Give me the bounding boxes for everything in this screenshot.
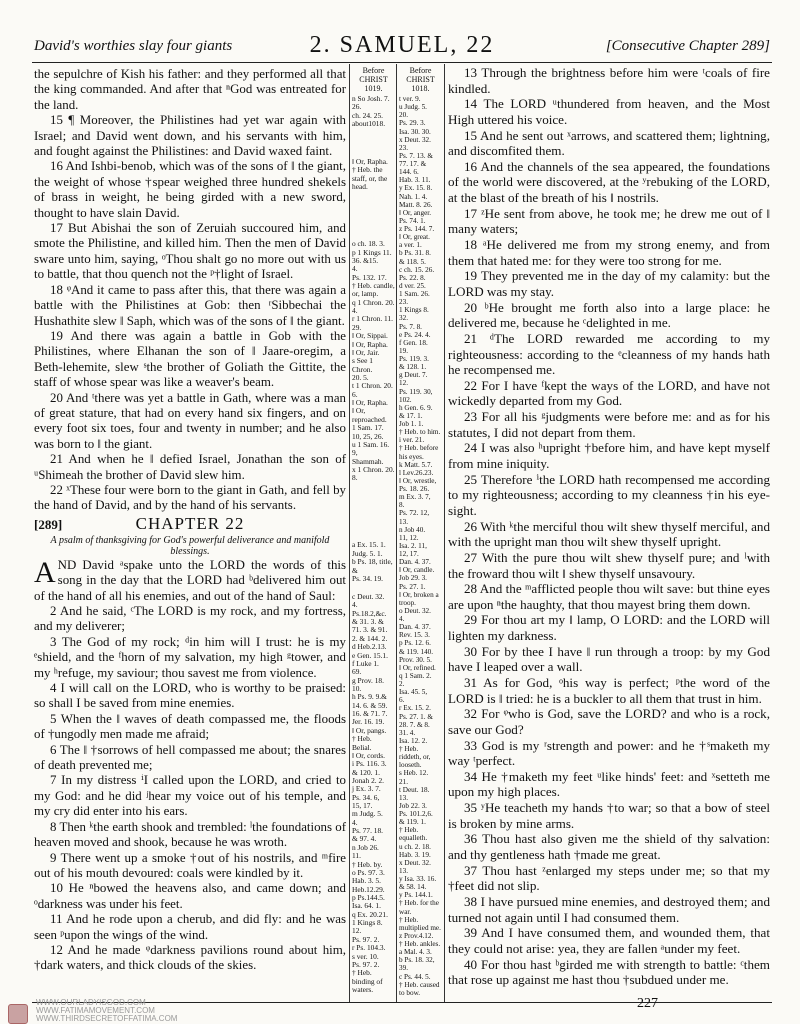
cross-reference: 23. [399, 298, 408, 307]
cross-reference: z Prov.4.12. [399, 931, 434, 940]
verse-paragraph: 20 And ᵗthere was yet a battle in Gath, where was a man of great stature, that had on every hand six fingers, and on every foot six toes, four and twenty in number; and he also was born to ‖ the giant. [34, 390, 346, 451]
verse-paragraph: 15 ¶ Moreover, the Philistines had yet war again with Israel; and David went down, and his servants with him, and fought against the Philistines: and David waxed faint. [34, 113, 346, 159]
cross-reference: Shammah. [352, 456, 384, 466]
cross-reference [352, 191, 395, 201]
cross-reference: 13. [399, 793, 408, 802]
verse-paragraph: 16 And Ishbi-benob, which was of the sons of ‖ the giant, the weight of whose †spear weighed three hundred shekels of brass in weight, he being girded with a new sword, thought to have slain David. [34, 159, 346, 220]
verse-paragraph: 32 For ᵠwho is God, save the LORD? and who is a rock, save our God? [448, 706, 770, 737]
chapter-title: CHAPTER 22 [135, 513, 245, 533]
site-logo-icon [8, 1004, 28, 1024]
cross-reference: t Deut. 18. [399, 785, 430, 794]
cross-reference: † Heb. for the war. [399, 899, 439, 916]
cross-reference: † Heb. the staff, or, the head. [352, 165, 388, 191]
cross-reference: & 118. 5. [399, 257, 426, 266]
cross-reference: 10. [352, 684, 362, 693]
verse-paragraph: 13 Through the brightness before him were ᵗcoals of fire kindled. [448, 65, 770, 96]
cross-reference: Job 1. 1. [399, 420, 424, 428]
cross-reference [352, 221, 395, 231]
header-right: [Consecutive Chapter 289] [605, 38, 770, 54]
cross-reference: 4. [352, 600, 358, 610]
cross-reference: ‖ Or, wrestle, [399, 476, 437, 485]
cross-reference: Judg. 5. 1. [352, 548, 383, 558]
cross-reference: Isa. 45. 5, [399, 688, 428, 697]
verse-1 [34, 555, 346, 604]
cross-reference: 102. [399, 395, 412, 404]
cross-reference: ‖ Or, Rapha. [352, 156, 388, 166]
cross-reference: i ver. 21. [399, 436, 425, 445]
cross-reference: Ps. 97. 2. [352, 934, 380, 944]
cross-reference: c Deut. 32. [352, 592, 385, 602]
cross-reference: ‖ Or, Rapha. [352, 339, 388, 349]
cross-reference: 19. [399, 346, 408, 355]
cross-reference: u ch. 2. 18. [399, 842, 431, 851]
cross-reference: 1 Kings 8. [399, 306, 429, 315]
cross-reference: s See 1 Chron. [352, 356, 373, 374]
cross-reference: b Ps. 31. 8. [399, 249, 431, 258]
cross-reference: r Ps. 104.3. [352, 943, 386, 953]
cross-reference: Ps. 97. 2. [352, 959, 380, 969]
cross-reference: d Heb.2.13. [352, 642, 387, 652]
cross-reference: 23. [399, 143, 408, 152]
cross-reference: Ps. 18. 26. [399, 485, 430, 493]
cross-reference: 20. 5. [352, 373, 369, 382]
verse-paragraph: 27 With the pure thou wilt shew thyself pure; and ˡwith the froward thou wilt ‖ shew thyself unsavoury. [448, 549, 770, 581]
cross-reference: q Ex. 20.21. [352, 909, 388, 919]
cross-reference: 20. [399, 111, 408, 120]
cross-reference: Rev. 15. 3. [399, 631, 430, 640]
verse-paragraph: 8 Then ᵏthe earth shook and trembled: ˡthe foundations of heaven moved and shook, because he was wroth. [34, 819, 346, 850]
verse-paragraph: 5 When the ‖ waves of death compassed me, the floods of †ungodly men made me afraid; [34, 711, 346, 742]
cross-reference: q 1 Sam. 2. [399, 671, 432, 680]
cross-reference: Dan. 4. 37. [399, 623, 431, 632]
cross-reference: Belial. [352, 742, 372, 752]
cross-reference: t 1 Chron. 20. 6. [352, 381, 393, 399]
cross-reference: & 119. 140. [399, 647, 434, 656]
cross-reference: 2. [399, 680, 405, 688]
cross-reference: p Ps. 12. 6. [399, 639, 431, 648]
cross-reference: 1 Kings 8. [352, 918, 383, 928]
verse-paragraph: 2 And he said, ᶜThe LORD is my rock, and my fortress, and my deliverer; [34, 604, 346, 634]
cross-reference: u 1 Sam. 16. 9, [352, 439, 390, 458]
cross-reference: m Judg. 5. [352, 809, 383, 819]
cross-reference: † Heb. candle, or, lamp. [352, 281, 395, 299]
verse-paragraph: 37 Thou hast ᶻenlarged my steps under me; so that my †feet did not slip. [448, 862, 770, 894]
verse-paragraph: the sepulchre of Kish his father: and they performed all that the king commanded. And after that ⁿGod was entreated for the land. [34, 67, 346, 112]
cross-reference: Ps. 34. 19. [352, 573, 384, 583]
cross-reference: 21. [399, 777, 408, 786]
cross-reference: a Ex. 15. 1. [352, 540, 386, 550]
cross-reference: n Job 26. [352, 842, 379, 852]
cross-reference [352, 492, 395, 502]
verse-text: ND David ᵃspake unto the LORD the words of this song in the day that the LORD had ᵇdelivered him out of the hand of all his enemies, and out of the hand of Saul: [34, 557, 346, 603]
verse-paragraph: 7 In my distress ⁱI called upon the LORD, and cried to my God: and he did ʲhear my voice out of his temple, and my cry did enter into his ears. [34, 773, 346, 819]
cross-reference: Isa. 2. 11, [399, 541, 427, 550]
cross-reference: † Heb. riddeth, or, looseth. [399, 745, 431, 770]
verse-paragraph: 22 ˣThese four were born to the giant in Gath, and fell by the hand of David, and by the hand of his servants. [34, 482, 346, 513]
cross-reference: Ps. 27. 1. [399, 582, 426, 591]
verse-paragraph: 30 For by thee I have ‖ run through a troop: by my God have I leaped over a wall. [448, 643, 770, 675]
cross-reference: † Heb. to him. [399, 428, 441, 437]
cross-reference: c Ps. 44. 5. [399, 972, 431, 981]
verse-paragraph: 39 And I have consumed them, and wounded them, that they could not arise: yea, they are fallen ᵃunder my feet. [448, 925, 770, 956]
cross-reference: ‖ Or, candle. [399, 566, 435, 575]
cross-reference: & 97. 4. [352, 834, 377, 844]
verse-paragraph: 40 For thou hast ᵇgirded me with strength to battle: ᶜthem that rose up against me hast thou †subdued under me. [448, 956, 770, 988]
verse-paragraph: 19 And there was again a battle in Gob with the Philistines, where Elhanan the son of ‖ Jaare-oregim, a Beth-lehemite, slew ˢthe brother of Goliath the Gittite, the staff of whose spear was like a weaver's beam. [34, 328, 346, 390]
cross-reference: a ver. 1. [399, 241, 422, 250]
cross-reference: † Heb. multiplied me. [399, 915, 441, 932]
verse-paragraph: 20 ᵇHe brought me forth also into a large place: he delivered me, because he ᶜdelighted in me. [448, 299, 770, 331]
cross-reference: 71. 3. & 91. [352, 625, 388, 635]
cross-reference: o Deut. 32. [399, 606, 431, 615]
verse-paragraph: 33 God is my ʳstrength and power: and he †ˢmaketh my way ᵗperfect. [448, 737, 770, 769]
cross-reference: ‖ Or, great. [399, 233, 430, 242]
cross-reference: Ps. 77. 18. [352, 826, 384, 836]
verse-paragraph: 18 ᵃHe delivered me from my strong enemy, and from them that hated me: for they were too strong for me. [448, 237, 770, 268]
margin-date-right: Before CHRIST 1018. [406, 66, 435, 93]
cross-reference: 4. [399, 615, 405, 623]
verse-paragraph: 21 And when he ‖ defied Israel, Jonathan the son of ᵘShimeah the brother of David slew him. [34, 452, 346, 482]
cross-reference: ‖ Or, refined. [399, 663, 436, 672]
drop-cap: A [34, 555, 56, 589]
watermark-line: WWW.OURLADYISGOD.COM [36, 998, 146, 1007]
cross-reference: ‖ Or, cords. [352, 750, 385, 760]
verse-paragraph: 28 And the ᵐafflicted people thou wilt save: but thine eyes are upon ⁿthe haughty, that thou mayest bring them down. [448, 581, 770, 612]
chapter-summary: A psalm of thanksgiving for God's powerful deliverance and manifold blessings. [50, 534, 330, 557]
verse-paragraph: 4 I will call on the LORD, who is worthy to be praised: so shall I be saved from mine enemies. [34, 681, 346, 711]
cross-reference: 11, 12. [399, 533, 419, 542]
cross-reference: Nah. 1. 4. [399, 192, 428, 201]
cross-reference: ch. 24. 25. [352, 110, 383, 120]
cross-reference: Hab. 3. 11. [399, 176, 431, 185]
cross-reference [352, 522, 395, 532]
cross-reference: 13. [399, 866, 408, 875]
chapter-number: [289] [34, 516, 63, 532]
verse-paragraph: 14 The LORD ᵘthundered from heaven, and the Most High uttered his voice. [448, 96, 770, 127]
cross-reference: 6. [399, 696, 405, 705]
cross-reference: b Ps. 18, title, & [352, 557, 393, 575]
cross-reference: c ch. 15. 26. [399, 265, 435, 274]
cross-reference: 12, 17. [399, 550, 419, 558]
cross-reference: a Mal. 4. 3. [399, 948, 432, 957]
cross-reference: 13. [399, 517, 408, 526]
cross-reference: Isa. 64. 1. [352, 901, 381, 911]
cross-reference: 2. & 144. 2. [352, 633, 388, 643]
cross-reference: Heb.12.29. [352, 884, 385, 894]
cross-reference: Isa. 12. 2. [399, 736, 428, 745]
cross-reference: f Gen. 18. [399, 338, 428, 347]
cross-reference [352, 502, 395, 512]
margin-date-left: Before CHRIST 1019. [359, 66, 388, 93]
header-title: 2. SAMUEL, 22 [309, 32, 495, 58]
cross-reference: ‖ Or, pangs. [352, 725, 387, 735]
cross-reference: n So Josh. 7. 26. [352, 94, 390, 112]
cross-reference: i Ps. 116. 3. [352, 759, 387, 769]
cross-reference: Hab. 3. 19. [399, 850, 431, 859]
page-header [34, 32, 770, 58]
cross-reference: Ps. 7. 8. [399, 322, 422, 331]
column-divider [349, 64, 350, 1002]
cross-reference: s Heb. 12. [399, 769, 429, 778]
cross-reference: b Ps. 18. 32, [399, 956, 435, 965]
verse-paragraph: 17 ᶻHe sent from above, he took me; he drew me out of ‖ many waters; [448, 205, 770, 237]
cross-reference: n Job 40. [399, 525, 426, 534]
cross-reference: Ps. 34. 6, [352, 792, 380, 802]
verse-paragraph: 16 And the channels of the sea appeared, the foundations of the world were discovered, at the ʸrebuking of the LORD, at the blast of the breath of his ‖ nostrils. [448, 158, 770, 206]
cross-reference: Job 22. 3. [399, 801, 427, 810]
cross-reference: † Heb. ankles. [399, 940, 441, 948]
chapter-paragraphs [34, 555, 346, 974]
cross-reference: ‖ Or, anger. [399, 208, 432, 217]
cross-reference: ‖ Or, Rapha. [352, 398, 388, 408]
cross-reference: 14. 6. & 59. [352, 700, 388, 710]
verse-paragraph: 12 And he made ᵠdarkness pavilions round about him, †dark waters, and thick clouds of the skies. [34, 942, 346, 973]
verse-paragraph: 26 With ᵏthe merciful thou wilt shew thyself merciful, and with the upright man thou wilt shew thyself upright. [448, 518, 770, 550]
cross-reference: Ps. 119. 30, [399, 387, 433, 396]
cross-reference: Prov. 30. 5. [399, 655, 432, 664]
verse-paragraph: 29 For thou art my ‖ lamp, O LORD: and the LORD will lighten my darkness. [448, 612, 770, 644]
left-text-column [34, 67, 346, 974]
cross-reference: 4. [352, 817, 358, 827]
cross-reference: † Heb. equalleth. [399, 826, 428, 843]
cross-reference: 1 Sam. 17. [352, 423, 384, 433]
cross-reference [352, 138, 395, 148]
cross-reference: g Prov. 18. [352, 675, 384, 685]
cross-reference: Dan. 4. 37. [399, 558, 431, 567]
margin-references-left [352, 66, 395, 994]
cross-reference: r Ex. 15. 2. [399, 704, 431, 713]
verse-paragraph: 38 I have pursued mine enemies, and destroyed them; and turned not again until I had consumed them. [448, 893, 770, 925]
verse-paragraph: 25 Therefore ⁱthe LORD hath recompensed me according to my righteousness; according to my cleanness †in his eye-sight. [448, 471, 770, 518]
cross-reference: † Heb. binding of waters. [352, 968, 383, 994]
cross-reference: o Ps. 97. 3. [352, 867, 385, 877]
cross-reference: Jer. 16. 19. [352, 717, 385, 727]
column-divider [444, 64, 445, 1002]
verse-paragraph: 15 And he sent out ˣarrows, and scattered them; lightning, and discomfited them. [448, 127, 770, 159]
cross-reference: 32. [399, 314, 408, 323]
column-divider [396, 64, 397, 1002]
cross-reference: † Heb. before his eyes. [399, 444, 439, 461]
cross-reference: m Ex. 3. 7, [399, 493, 431, 502]
cross-reference: ‖ Or, reproached. [352, 406, 387, 424]
verse-paragraph: 6 The ‖ †sorrows of hell compassed me about; the snares of death prevented me; [34, 742, 346, 773]
cross-reference: Hab. 3. 5. [352, 876, 381, 886]
verse-paragraph: 18 ᵠAnd it came to pass after this, that there was again a battle with the Philistines at Gob: then ʳSibbechai the Hushathite slew ‖ Saph, which was of the sons of ‖ the giant. [34, 282, 346, 328]
cross-reference: 31. 4. [399, 728, 416, 737]
verse-paragraph: 9 There went up a smoke †out of his nostrils, and ᵐfire out of his mouth devoured: coals were kindled by it. [34, 850, 346, 880]
cross-reference: e Gen. 15.1. [352, 650, 388, 660]
cross-reference: Ps. 7. 13. & [399, 151, 433, 160]
cross-reference: 15, 17. [352, 801, 373, 811]
header-left: David's worthies slay four giants [34, 38, 233, 54]
cross-reference: x 1 Chron. 20. 8. [352, 464, 395, 483]
cross-reference [352, 201, 395, 211]
cross-reference: & 31. 3. & [352, 617, 384, 627]
cross-reference: Ps. 22. 8. [399, 273, 426, 282]
verse-paragraph: 10 He ⁿbowed the heavens also, and came down; and ᵒdarkness was under his feet. [34, 881, 346, 911]
cross-reference: o ch. 18. 3. [352, 239, 385, 249]
header-rule [32, 62, 772, 63]
cross-reference: & 128. 1. [399, 363, 427, 372]
cross-reference: e Ps. 24. 4. [399, 330, 431, 339]
cross-reference: Job 29. 3. [399, 574, 427, 583]
cross-reference: z Ps. 144. 7. [399, 225, 435, 233]
cross-reference: 12. [399, 379, 408, 388]
watermark-line: WWW.THIRDSECRETOFFATIMA.COM [36, 1014, 178, 1023]
cross-reference: Ps. 132. 17. [352, 272, 387, 282]
cross-reference: 4. [352, 264, 358, 274]
cross-reference: Ps. 29. 3. [399, 119, 426, 128]
verse-paragraph: 17 But Abishai the son of Zeruiah succoured him, and smote the Philistine, and killed him. Then the men of David sware unto him, saying, ᵒThou shalt go no more out with us to battle, that thou quench not the ᵖ†light of Israel. [34, 221, 346, 282]
verse-paragraph: 11 And he rode upon a cherub, and did fly: and he was seen ᵖupon the wings of the wind. [34, 912, 346, 942]
cross-reference: 77. 17. & [399, 160, 427, 168]
verse-paragraph: 31 As for God, ᵒhis way is perfect; ᵖthe word of the LORD is ‖ tried: he is a buckler to all them that trust in him. [448, 674, 770, 706]
verse-paragraph: 21 ᵈThe LORD rewarded me according to my righteousness: according to the ᵉcleanness of my hands hath he recompensed me. [448, 330, 770, 378]
cross-reference [352, 211, 395, 221]
cross-reference: † Heb. caused to bow. [399, 980, 440, 997]
cross-reference: k Matt. 5.7. [399, 460, 433, 469]
cross-reference: Ps. 72. 12, [399, 509, 430, 518]
cross-reference: g Deut. 7. [399, 371, 428, 380]
verse-paragraph: 35 ʸHe teacheth my hands †to war; so that a bow of steel is broken by mine arms. [448, 800, 770, 831]
cross-reference: 144. 6. [399, 168, 419, 177]
cross-reference: d ver. 25. [399, 281, 426, 290]
cross-reference: p 1 Kings 11. 36. &15. [352, 247, 392, 265]
cross-reference: ‖ Or, Jair. [352, 347, 380, 357]
cross-reference: Jonah 2. 2. [352, 775, 385, 785]
cross-reference: l Lev.26.23. [399, 468, 434, 477]
chapter-heading [34, 513, 346, 533]
cross-reference: Ps. 27. 1. & [399, 712, 433, 721]
right-text-column [448, 65, 770, 988]
cross-reference: Isa. 30. 30. [399, 127, 431, 136]
cross-reference: about1018. [352, 119, 386, 129]
cross-reference [352, 483, 395, 493]
cross-reference: y Ps. 144.1. [399, 891, 433, 900]
cross-reference: 12. [352, 926, 362, 936]
cross-reference: f Luke 1. [352, 658, 379, 668]
cross-reference: j Ex. 3. 7. [352, 784, 381, 794]
verse-paragraph: 23 For all his ᵍjudgments were before me: and as for his statutes, I did not depart from them. [448, 409, 770, 440]
margin-references-right [399, 66, 442, 997]
cross-reference: 69. [352, 667, 362, 677]
cross-reference: 11. [352, 851, 361, 861]
cross-reference: ‖ Or, broken a troop. [399, 590, 439, 607]
cross-reference: u Judg. 5. [399, 103, 427, 112]
cross-reference: 8. [399, 501, 405, 510]
cross-reference: 39. [399, 964, 408, 973]
cross-reference: & 120. 1. [352, 767, 380, 777]
cross-reference: s ver. 10. [352, 951, 379, 961]
cross-reference: y Ex. 15. 8. [399, 184, 433, 193]
cross-reference: † Heb. [352, 734, 372, 744]
cross-reference: & 119. 1. [399, 818, 426, 827]
verse-paragraph: 36 Thou hast also given me the shield of thy salvation: and thy gentleness hath †made me great. [448, 831, 770, 863]
cross-reference: ‖ Or, Sippai. [352, 331, 388, 341]
cross-reference: h Gen. 6. 9. [399, 403, 433, 412]
cross-reference: y Isa. 33. 16. [399, 875, 437, 883]
cross-reference: h Ps. 9. 9.& [352, 692, 387, 702]
cross-reference: 10, 25, 26. [352, 431, 384, 441]
watermark-line: WWW.FATIMAMOVEMENT.COM [36, 1006, 155, 1015]
cross-reference: t ver. 9. [399, 95, 421, 103]
cross-reference: r 1 Chron. 11. 29. [352, 314, 393, 332]
cross-reference: † Heb. by. [352, 859, 383, 869]
cross-reference: 1 Sam. 26. [399, 290, 430, 298]
left-paragraphs [34, 67, 346, 514]
cross-reference: 16. & 71. 7. [352, 709, 388, 719]
cross-reference: Ps.18.2,&c. [352, 608, 387, 618]
cross-reference: 28. 7. & 8. [399, 720, 430, 729]
verse-paragraph: 22 For I have ᶠkept the ways of the LORD, and have not wickedly departed from my God. [448, 377, 770, 409]
verse-paragraph: 24 I was also ʰupright †before him, and have kept myself from mine iniquity. [448, 440, 770, 472]
cross-reference: Matt. 8. 26. [399, 200, 433, 209]
cross-reference: Ps. 74. 1. [399, 216, 426, 225]
verse-paragraph: 19 They prevented me in the day of my calamity: but the LORD was my stay. [448, 268, 770, 299]
page-number: 227 [637, 996, 658, 1011]
cross-reference: q 1 Chron. 20. 4. [352, 297, 395, 316]
cross-reference [352, 512, 395, 522]
verse-paragraph: 3 The God of my rock; ᵈin him will I trust: he is my ᵉshield, and the ᶠhorn of my salvation, my high ᵍtower, and my ʰrefuge, my saviour; thou savest me from violence. [34, 634, 346, 680]
cross-reference: & 58. 14. [399, 883, 427, 892]
cross-reference [352, 128, 395, 138]
cross-reference: Ps. 101.2,6. [399, 810, 433, 818]
cross-reference: x Deut. 32. [399, 858, 431, 867]
cross-reference: p Ps.144.5. [352, 892, 385, 902]
verse-paragraph: 34 He †maketh my feet ᵘlike hinds' feet: and ˣsetteth me upon my high places. [448, 768, 770, 800]
cross-reference: Ps. 119. 3. [399, 355, 429, 363]
cross-reference: & 17. 1. [399, 411, 423, 420]
cross-reference: x Deut. 32. [399, 135, 431, 144]
